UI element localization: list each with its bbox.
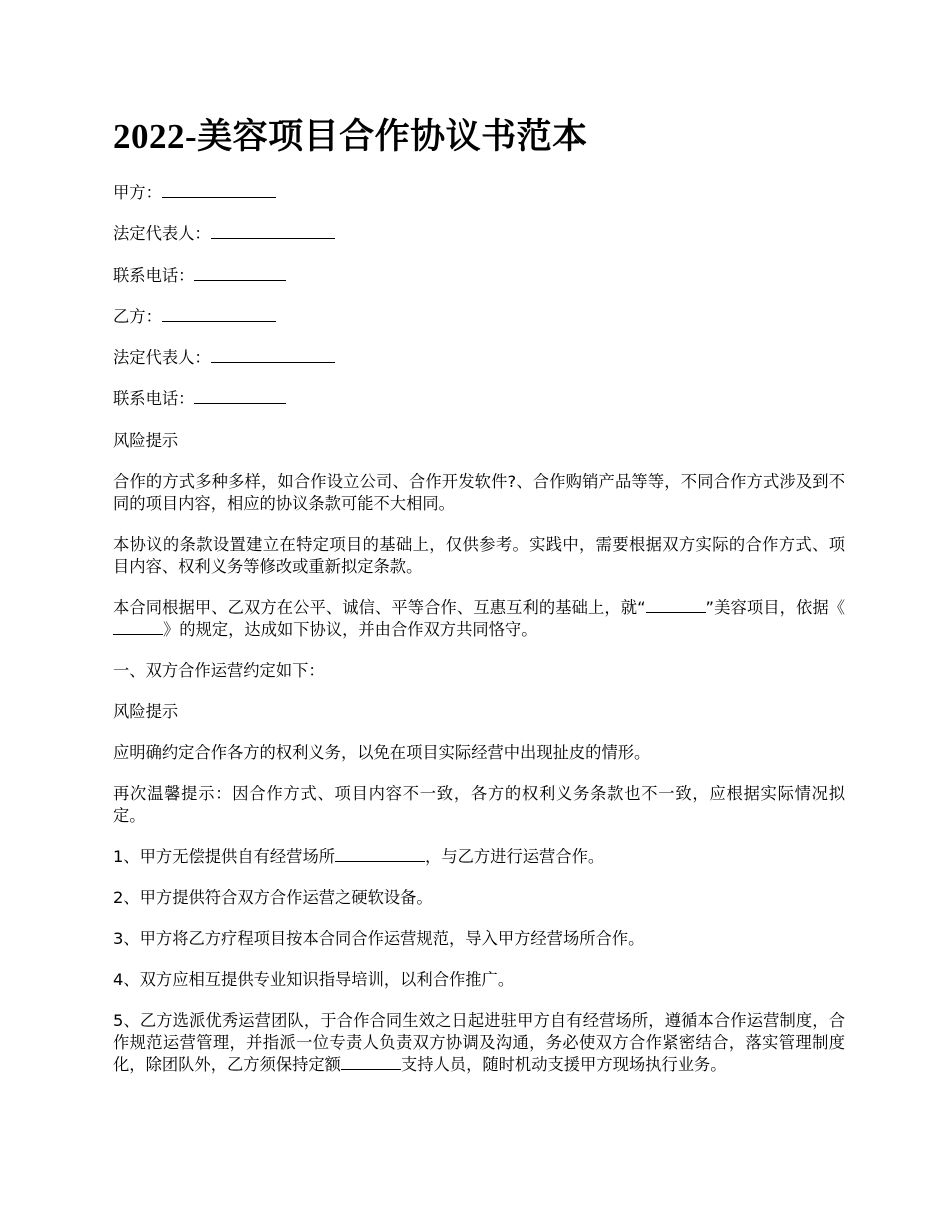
party-a-rep-blank[interactable] xyxy=(211,224,335,239)
clause-item-3: 3、甲方将乙方疗程项目按本合同合作运营规范，导入甲方经营场所合作。 xyxy=(113,928,645,948)
party-b-field xyxy=(113,306,845,328)
party-b-rep-field xyxy=(113,347,845,369)
party-a-label: 甲方： xyxy=(113,183,162,202)
party-a-phone-field xyxy=(113,265,845,287)
paragraph-reminder: 再次温馨提示：因合作方式、项目内容不一致，各方的权利义务条款也不一致，应根据实际情况拟定。 xyxy=(113,783,845,825)
paragraph-cooperation-methods: 合作的方式多种多样，如合作设立公司、合作开发软件?、合作购销产品等等，不同合作方式涉及到不同的项目内容，相应的协议条款可能不大相同。 xyxy=(113,471,845,513)
clause-item-5 xyxy=(113,1010,845,1076)
paragraph-contract-basis xyxy=(113,597,845,641)
clause-item-2: 2、甲方提供符合双方合作运营之硬软设备。 xyxy=(113,887,433,907)
party-a-field xyxy=(113,182,845,204)
party-b-rep-blank[interactable] xyxy=(211,348,335,363)
document-title: 2022-美容项目合作协议书范本 xyxy=(113,117,588,156)
law-name-blank[interactable] xyxy=(113,620,163,635)
party-b-rep-label: 法定代表人： xyxy=(113,348,211,368)
contract-basis-text-3: 》的规定，达成如下协议，并由合作双方共同恪守。 xyxy=(163,619,538,639)
project-name-blank[interactable] xyxy=(646,598,706,613)
clause-1-text-1: 1、甲方无偿提供自有经营场所 xyxy=(113,846,336,866)
risk-note-label-2: 风险提示 xyxy=(113,701,179,721)
clause-1-text-2: ，与乙方进行运营合作。 xyxy=(425,846,605,866)
risk-note-label: 风险提示 xyxy=(113,430,179,450)
party-a-phone-blank[interactable] xyxy=(194,266,286,281)
clause-5-text-1: 5、乙方选派优秀运营团队，于合作合同生效之日起进驻甲方自有经营场所，遵循本合作运营制度，合作规范运营管理，并指派一位专责人负责双方协调及沟通，务必使双方合作紧密结合，落实管理制度化，除团队外，乙方须保持定额 xyxy=(113,1010,845,1074)
document-page xyxy=(113,112,845,1095)
party-b-phone-label: 联系电话： xyxy=(113,389,195,409)
party-a-blank[interactable] xyxy=(162,183,276,198)
party-a-phone-label: 联系电话： xyxy=(113,265,195,285)
paragraph-rights-obligations: 应明确约定合作各方的权利义务，以免在项目实际经营中出现扯皮的情形。 xyxy=(113,742,651,762)
clause-item-1 xyxy=(113,846,845,868)
staff-count-blank[interactable] xyxy=(341,1055,401,1070)
paragraph-reference-note: 本协议的条款设置建立在特定项目的基础上，仅供参考。实践中，需要根据双方实际的合作方式、项目内容、权利义务等修改或重新拟定条款。 xyxy=(113,534,845,576)
party-b-phone-blank[interactable] xyxy=(194,389,286,404)
party-b-label: 乙方： xyxy=(113,306,162,326)
section-heading-1: 一、双方合作运营约定如下： xyxy=(113,660,325,680)
party-b-phone-field xyxy=(113,388,845,410)
party-b-blank[interactable] xyxy=(162,307,276,322)
contract-basis-text-1: 本合同根据甲、乙双方在公平、诚信、平等合作、互惠互利的基础上，就“ xyxy=(113,597,646,617)
clause-item-4: 4、双方应相互提供专业知识指导培训，以利合作推广。 xyxy=(113,969,515,989)
party-a-rep-label: 法定代表人： xyxy=(113,224,211,244)
clause-5-text-2: 支持人员，随时机动支援甲方现场执行业务。 xyxy=(400,1054,727,1074)
party-a-rep-field xyxy=(113,223,845,245)
contract-basis-text-2: ”美容项目，依据《 xyxy=(705,597,845,617)
venue-blank[interactable] xyxy=(335,847,425,862)
